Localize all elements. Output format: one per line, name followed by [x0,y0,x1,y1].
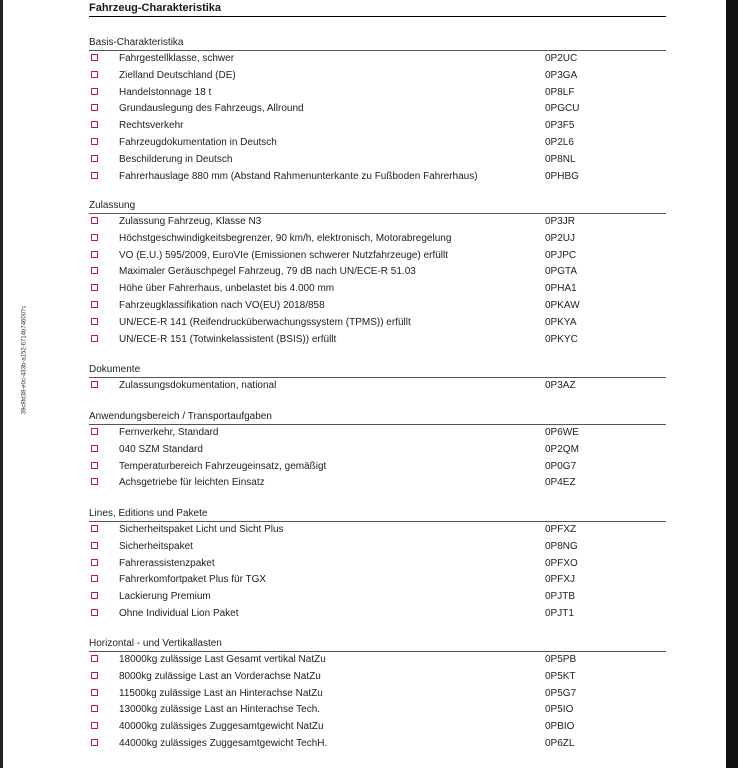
option-row [89,572,666,589]
option-code: 0PKYA [545,316,577,328]
checkbox-square-icon [91,54,98,61]
option-label: 18000kg zulässige Last Gesamt vertikal NatZu [119,654,326,665]
option-row [89,152,666,169]
checkbox-square-icon [91,267,98,274]
option-code: 0PJTB [545,591,576,603]
option-row [89,669,666,686]
checkbox-square-icon [91,318,98,325]
checkbox-square-icon [91,592,98,599]
option-code: 0PJPC [545,249,577,261]
option-list [89,51,666,185]
checkbox-square-icon [91,172,98,179]
option-label: UN/ECE-R 141 (Reifendrucküberwachungssystem (TPMS)) erfüllt [119,316,411,328]
option-code: 0PGTA [545,266,578,278]
option-row [89,264,666,281]
option-label: Sicherheitspaket Licht und Sicht Plus [119,524,284,535]
checkbox-square-icon [91,301,98,308]
option-label: Beschilderung in Deutsch [119,153,233,165]
checkbox-square-icon [91,739,98,746]
checkbox-square-icon [91,155,98,162]
checkbox-square-icon [91,462,98,469]
option-row [89,378,666,395]
section [89,638,666,753]
option-label: 8000kg zulässige Last an Vorderachse NatZu [119,670,321,682]
checkbox-square-icon [91,284,98,291]
option-row [89,135,666,152]
option-row [89,539,666,556]
section [89,37,666,185]
option-row [89,169,666,186]
option-row [89,214,666,231]
option-row [89,522,666,539]
option-label: Fernverkehr, Standard [119,427,219,438]
option-code: 0P8NL [545,153,576,165]
checkbox-square-icon [91,88,98,95]
option-row [89,315,666,332]
option-label: 11500kg zulässige Last an Hinterachse NatZu [119,687,323,699]
checkbox-square-icon [91,705,98,712]
page-edge-left [0,0,3,768]
option-code: 0P5PB [545,654,577,665]
option-label: Handelstonnage 18 t [119,86,212,98]
option-row [89,652,666,669]
section-title: Dokumente [89,364,666,378]
option-label: Fahrzeugdokumentation in Deutsch [119,136,277,148]
option-label: Fahrzeugklassifikation nach VO(EU) 2018/858 [119,299,325,311]
page-edge-right [726,0,738,768]
option-row [89,51,666,68]
option-row [89,85,666,102]
checkbox-square-icon [91,381,98,388]
option-label: Zulassung Fahrzeug, Klasse N3 [119,216,262,227]
checkbox-square-icon [91,672,98,679]
option-row [89,231,666,248]
option-label: Lackierung Premium [119,591,211,603]
checkbox-square-icon [91,655,98,662]
option-code: 0PJT1 [545,607,574,619]
option-label: UN/ECE-R 151 (Totwinkelassistent (BSIS)) erfüllt [119,333,337,345]
option-code: 0P5IO [545,704,574,716]
option-list [89,378,666,395]
option-row [89,332,666,349]
option-label: Ohne Individual Lion Paket [119,607,239,619]
option-row [89,442,666,459]
option-row [89,556,666,573]
option-code: 0P4EZ [545,477,576,489]
option-label: Fahrerhauslage 880 mm (Abstand Rahmenunterkante zu Fußboden Fahrerhaus) [119,170,478,182]
option-label: 40000kg zulässiges Zuggesamtgewicht NatZu [119,721,324,733]
checkbox-square-icon [91,138,98,145]
section [89,411,666,492]
option-label: Zielland Deutschland (DE) [119,69,236,81]
option-code: 0PHBG [545,170,579,182]
section [89,508,666,623]
option-code: 0PFXZ [545,524,577,535]
option-row [89,606,666,623]
checkbox-square-icon [91,689,98,696]
checkbox-square-icon [91,722,98,729]
option-row [89,298,666,315]
checkbox-square-icon [91,234,98,241]
option-code: 0P3AZ [545,380,576,391]
option-code: 0P8NG [545,540,578,552]
option-list [89,214,666,348]
option-row [89,589,666,606]
option-code: 0P3JR [545,216,576,227]
option-list [89,652,666,753]
side-document-id [4,265,44,455]
checkbox-square-icon [91,104,98,111]
option-label: Rechtsverkehr [119,120,184,132]
option-row [89,686,666,703]
checkbox-square-icon [91,335,98,342]
option-code: 0P2QM [545,443,579,455]
option-row [89,736,666,753]
section-title: Zulassung [89,200,666,214]
option-label: 44000kg zulässiges Zuggesamtgewicht TechH. [119,737,328,749]
checkbox-square-icon [91,525,98,532]
checkbox-square-icon [91,71,98,78]
option-code: 0PBIO [545,721,575,733]
option-code: 0PGCU [545,103,580,115]
page-title: Fahrzeug-Charakteristika [89,2,666,17]
option-label: Fahrerassistenzpaket [119,557,215,569]
section [89,364,666,395]
checkbox-square-icon [91,217,98,224]
checkbox-square-icon [91,609,98,616]
option-row [89,475,666,492]
option-label: Höchstgeschwindigkeitsbegrenzer, 90 km/h, elektronisch, Motorabregelung [119,232,452,244]
option-code: 0P8LF [545,86,575,98]
option-code: 0P2L6 [545,136,574,148]
option-label: Grundauslegung des Fahrzeugs, Allround [119,103,304,115]
option-code: 0PFXJ [545,574,576,586]
option-code: 0P0G7 [545,460,577,472]
option-row [89,459,666,476]
option-row [89,118,666,135]
checkbox-square-icon [91,445,98,452]
option-code: 0P5G7 [545,687,577,699]
option-list [89,425,666,492]
section-title: Lines, Editions und Pakete [89,508,666,522]
checkbox-square-icon [91,478,98,485]
option-label: VO (E.U.) 595/2009, EuroVIe (Emissionen schwerer Nutzfahrzeuge) erfüllt [119,249,449,261]
option-row [89,68,666,85]
checkbox-square-icon [91,251,98,258]
option-label: Höhe über Fahrerhaus, unbelastet bis 4.000 mm [119,283,335,295]
option-code: 0P5KT [545,670,576,682]
checkbox-square-icon [91,575,98,582]
option-code: 0PHA1 [545,283,577,295]
option-code: 0PKAW [545,299,580,311]
section-title: Anwendungsbereich / Transportaufgaben [89,411,666,425]
option-code: 0P2UJ [545,232,576,244]
section-title: Horizontal - und Vertikallasten [89,638,666,652]
option-row [89,702,666,719]
option-label: Sicherheitspaket [119,540,193,552]
option-label: 040 SZM Standard [119,443,203,455]
option-code: 0PKYC [545,333,578,345]
option-row [89,425,666,442]
checkbox-square-icon [91,559,98,566]
option-code: 0P2UC [545,53,578,64]
checkbox-square-icon [91,542,98,549]
checkbox-square-icon [91,121,98,128]
side-document-id-text: 39c8fd38-e0c-433b-a152-6714b746007c [21,305,28,415]
option-label: Maximaler Geräuschpegel Fahrzeug, 79 dB nach UN/ECE-R 51.03 [119,266,416,278]
option-code: 0P6ZL [545,737,575,749]
checkbox-square-icon [91,428,98,435]
option-label: Temperaturbereich Fahrzeugeinsatz, gemäßigt [119,460,327,472]
option-row [89,719,666,736]
option-label: Fahrerkomfortpaket Plus für TGX [119,574,267,586]
option-list [89,522,666,623]
option-code: 0P3F5 [545,120,575,132]
option-code: 0PFXO [545,557,578,569]
option-row [89,101,666,118]
option-label: Achsgetriebe für leichten Einsatz [119,477,265,489]
option-code: 0P6WE [545,427,579,438]
option-label: Zulassungsdokumentation, national [119,380,277,391]
option-code: 0P3GA [545,69,578,81]
section-title: Basis-Charakteristika [89,37,666,51]
option-row [89,248,666,265]
section [89,200,666,348]
option-label: Fahrgestellklasse, schwer [119,53,235,64]
option-row [89,281,666,298]
option-label: 13000kg zulässige Last an Hinterachse Tech. [119,704,321,716]
